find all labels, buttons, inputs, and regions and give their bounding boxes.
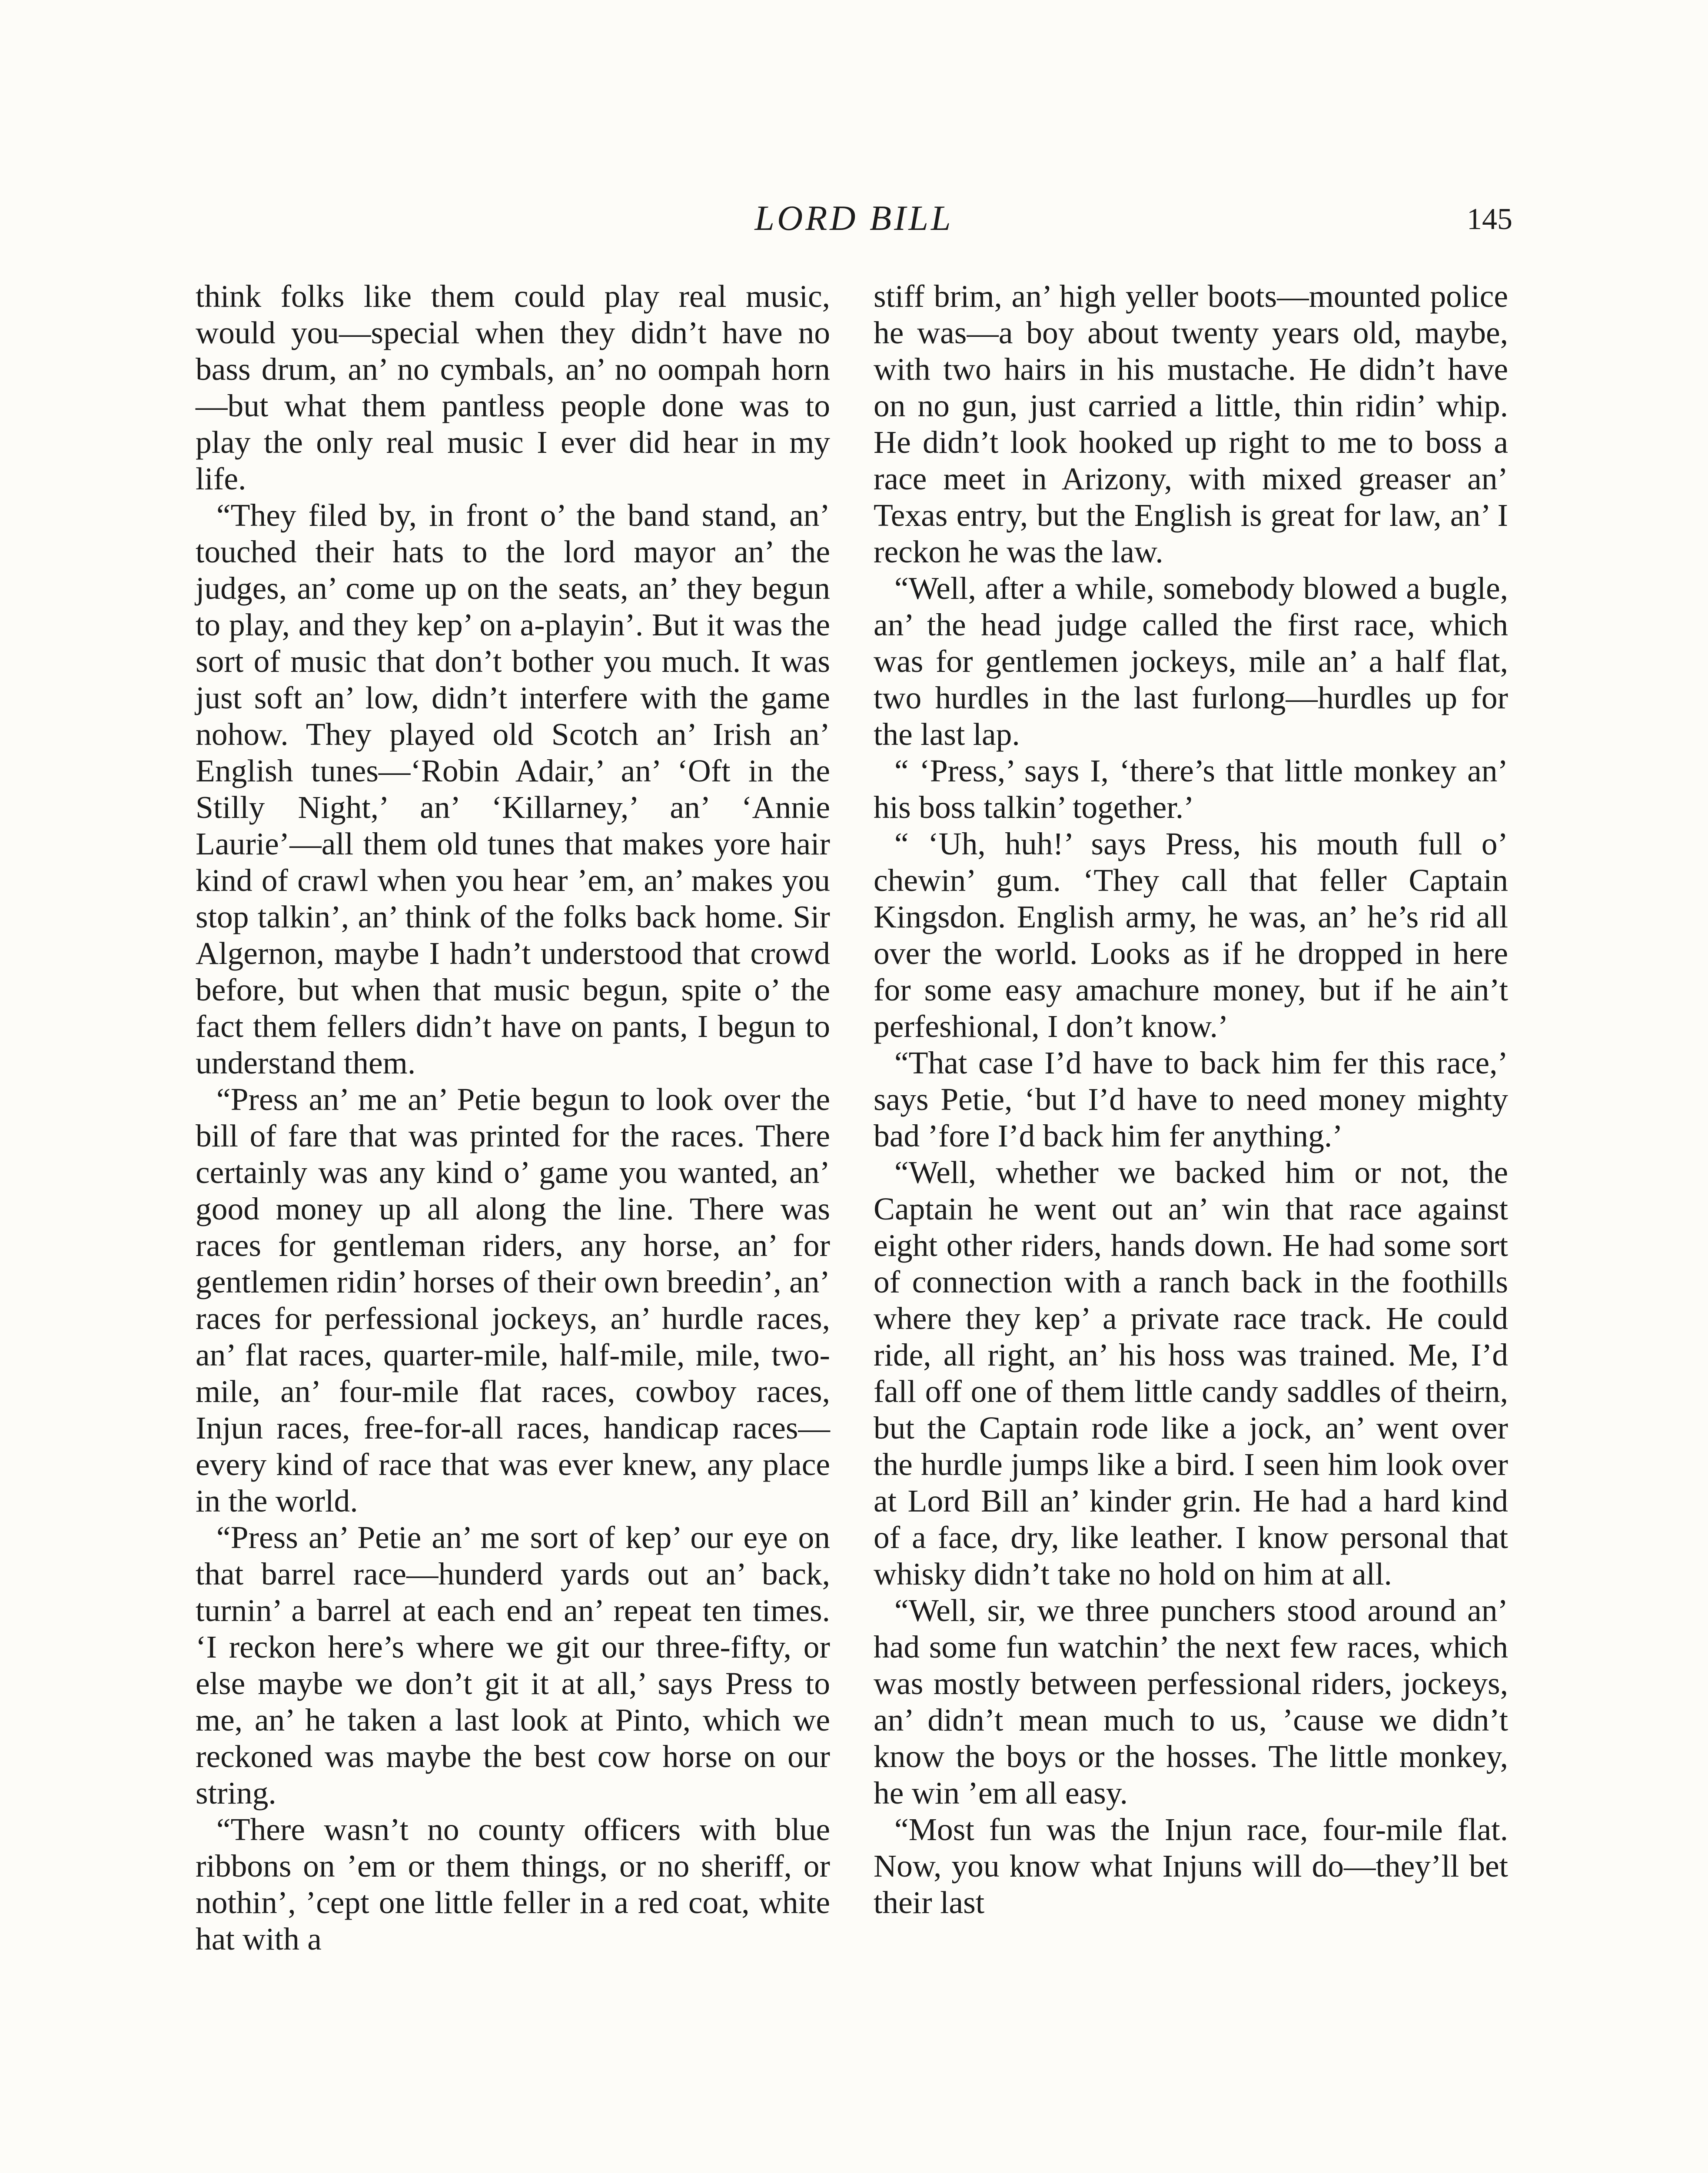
- paragraph: “They filed by, in front o’ the band stand, an’ touched their hats to the lord mayor an’ the judges, an’ come up on the seats, an’ they begun to play, and they kep’ on a-playin’. But it was the sort of music that don’t bother you much. It was just soft an’ low, didn’t interfere with the game nohow. They played old Scotch an’ Irish an’ English tunes—‘Robin Adair,’ an’ ‘Oft in the Stilly Night,’ an’ ‘Killarney,’ an’ ‘Annie Laurie’—all them old tunes that makes yore hair kind of crawl when you hear ’em, an’ makes you stop talkin’, an’ think of the folks back home. Sir Algernon, maybe I hadn’t understood that crowd before, but when that music begun, spite o’ the fact them fellers didn’t have on pants, I begun to understand them.: [196, 498, 830, 1080]
- page-number: 145: [1467, 203, 1512, 236]
- paragraph: “Well, whether we backed him or not, the Captain he went out an’ win that race against eight other riders, hands down. He had some sort of connection with a ranch back in the foothills where they kep’ a private race track. He could ride, all right, an’ his hoss was trained. Me, I’d fall off one of them little candy saddles of theirn, but the Captain rode like a jock, an’ went over the hurdle jumps like a bird. I seen him look over at Lord Bill an’ kinder grin. He had a hard kind of a face, dry, like leather. I know personal that whisky didn’t take no hold on him at all.: [874, 1155, 1508, 1592]
- paragraph: “Press an’ Petie an’ me sort of kep’ our eye on that barrel race—hunderd yards out an’ back, turnin’ a barrel at each end an’ repeat ten times. ‘I reckon here’s where we git our three-fifty, or else maybe we don’t git it at all,’ says Press to me, an’ he taken a last look at Pinto, which we reckoned was maybe the best cow horse on our string.: [196, 1520, 830, 1811]
- paragraph: think folks like them could play real music, would you—special when they didn’t have no bass drum, an’ no cymbals, an’ no oompah horn—but what them pantless people done was to play the only real music I ever did hear in my life.: [196, 279, 830, 496]
- paragraph: “Most fun was the Injun race, four-mile flat. Now, you know what Injuns will do—they’ll bet their last: [874, 1812, 1508, 1920]
- paragraph: “ ‘Uh, huh!’ says Press, his mouth full o’ chewin’ gum. ‘They call that feller Captain Kingsdon. English army, he was, an’ he’s rid all over the world. Looks as if he dropped in here for some easy amachure money, but if he ain’t perfeshional, I don’t know.’: [874, 826, 1508, 1044]
- page-header: [196, 198, 1512, 246]
- paragraph: “Press an’ me an’ Petie begun to look over the bill of fare that was printed for the races. There certainly was any kind o’ game you wanted, an’ good money up all along the line. There was races for gentleman riders, any horse, an’ for gentlemen ridin’ horses of their own breedin’, an’ races for perfessional jockeys, an’ hurdle races, an’ flat races, quarter-mile, half-mile, mile, two-mile, an’ four-mile flat races, cowboy races, Injun races, free-for-all races, handicap races—every kind of race that was ever knew, any place in the world.: [196, 1082, 830, 1518]
- left-column: [196, 278, 830, 1957]
- paragraph: “Well, after a while, somebody blowed a bugle, an’ the head judge called the first race, which was for gentlemen jockeys, mile an’ a half flat, two hurdles in the last furlong—hurdles up for the last lap.: [874, 571, 1508, 752]
- paragraph: “That case I’d have to back him fer this race,’ says Petie, ‘but I’d have to need money mighty bad ’fore I’d back him fer anything.’: [874, 1045, 1508, 1153]
- paragraph: “ ‘Press,’ says I, ‘there’s that little monkey an’ his boss talkin’ together.’: [874, 753, 1508, 825]
- paragraph: stiff brim, an’ high yeller boots—mounted police he was—a boy about twenty years old, maybe, with two hairs in his mustache. He didn’t have on no gun, just carried a little, thin ridin’ whip. He didn’t look hooked up right to me to boss a race meet in Arizony, with mixed greaser an’ Texas entry, but the English is great for law, an’ I reckon he was the law.: [874, 279, 1508, 569]
- paragraph: “There wasn’t no county officers with blue ribbons on ’em or them things, or no sheriff, or nothin’, ’cept one little feller in a red coat, white hat with a: [196, 1812, 830, 1957]
- running-head: LORD BILL: [754, 198, 954, 238]
- paragraph: “Well, sir, we three punchers stood around an’ had some fun watchin’ the next few races, which was mostly between perfessional riders, jockeys, an’ didn’t mean much to us, ’cause we didn’t know the boys or the hosses. The little monkey, he win ’em all easy.: [874, 1593, 1508, 1811]
- right-column: [874, 278, 1508, 1921]
